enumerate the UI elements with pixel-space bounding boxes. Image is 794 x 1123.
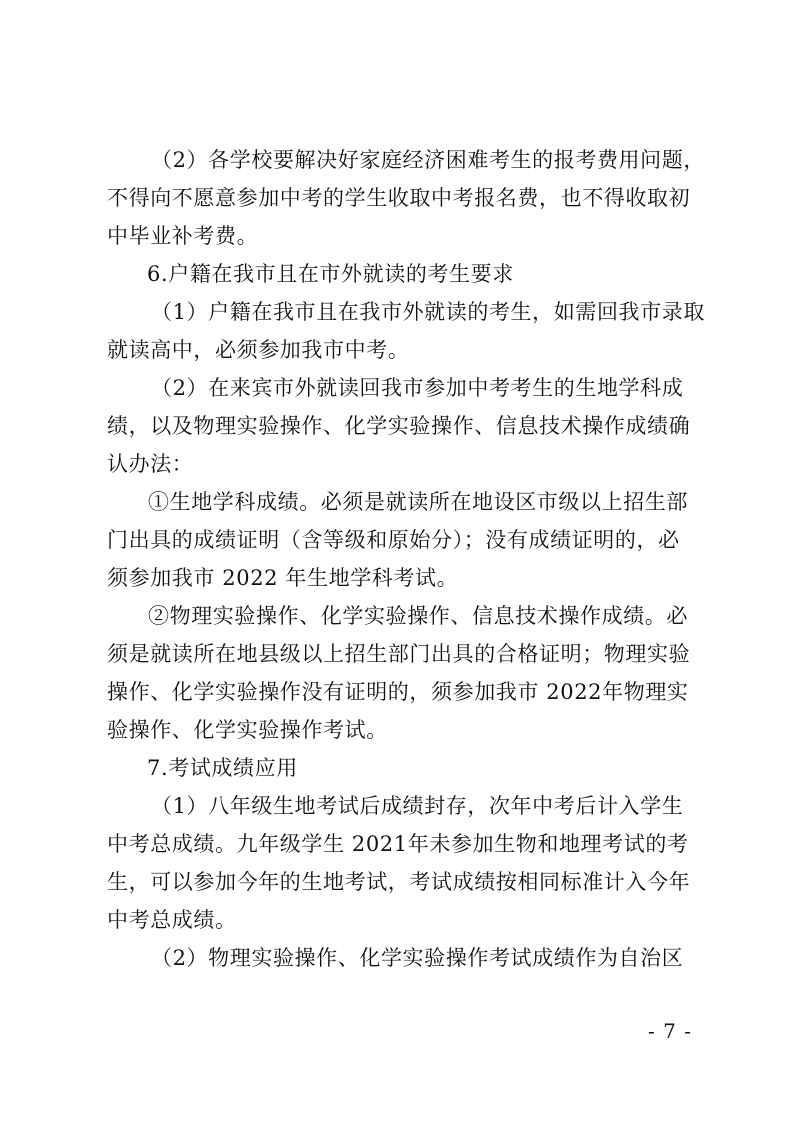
paragraph-line-18: 生，可以参加今年的生地考试，考试成绩按相同标准计入今年 [107, 870, 691, 894]
paragraph-line-5: 就读高中，必须参加我市中考。 [107, 338, 410, 362]
paragraph-line-4: （1）户籍在我市且在我市外就读的考生，如需回我市录取 [151, 300, 705, 324]
paragraph-line-13: 须是就读所在地县级以上招生部门出具的合格证明；物理实验 [107, 642, 691, 666]
paragraph-line-12: ②物理实验操作、化学实验操作、信息技术操作成绩。必 [148, 604, 688, 628]
paragraph-line-7: 绩，以及物理实验操作、化学实验操作、信息技术操作成绩确 [107, 414, 691, 438]
paragraph-line-10: 门出具的成绩证明（含等级和原始分）；没有成绩证明的，必 [107, 528, 680, 552]
section-heading-6: 6.户籍在我市且在市外就读的考生要求 [147, 262, 514, 286]
paragraph-line-11: 须参加我市 2022 年生地学科考试。 [107, 566, 459, 590]
paragraph-line-19: 中考总成绩。 [107, 908, 237, 932]
paragraph-line-2: 不得向不愿意参加中考的学生收取中考报名费，也不得收取初 [107, 186, 691, 210]
paragraph-line-1: （2）各学校要解决好家庭经济困难考生的报考费用问题， [151, 148, 705, 172]
page-number: - 7 - [648, 1019, 692, 1043]
paragraph-line-20: （2）物理实验操作、化学实验操作考试成绩作为自治区 [151, 946, 684, 970]
paragraph-line-3: 中毕业补考费。 [107, 224, 259, 248]
paragraph-line-16: （1）八年级生地考试后成绩封存，次年中考后计入学生 [151, 794, 684, 818]
section-heading-7: 7.考试成绩应用 [147, 756, 298, 780]
paragraph-line-8: 认办法： [107, 452, 194, 476]
paragraph-line-14: 操作、化学实验操作没有证明的，须参加我市 2022年物理实 [107, 680, 689, 704]
paragraph-line-17: 中考总成绩。九年级学生 2021年未参加生物和地理考试的考 [107, 832, 689, 856]
paragraph-line-9: ①生地学科成绩。必须是就读所在地设区市级以上招生部 [148, 490, 688, 514]
paragraph-line-15: 验操作、化学实验操作考试。 [107, 718, 388, 742]
paragraph-line-6: （2）在来宾市外就读回我市参加中考考生的生地学科成 [151, 376, 684, 400]
